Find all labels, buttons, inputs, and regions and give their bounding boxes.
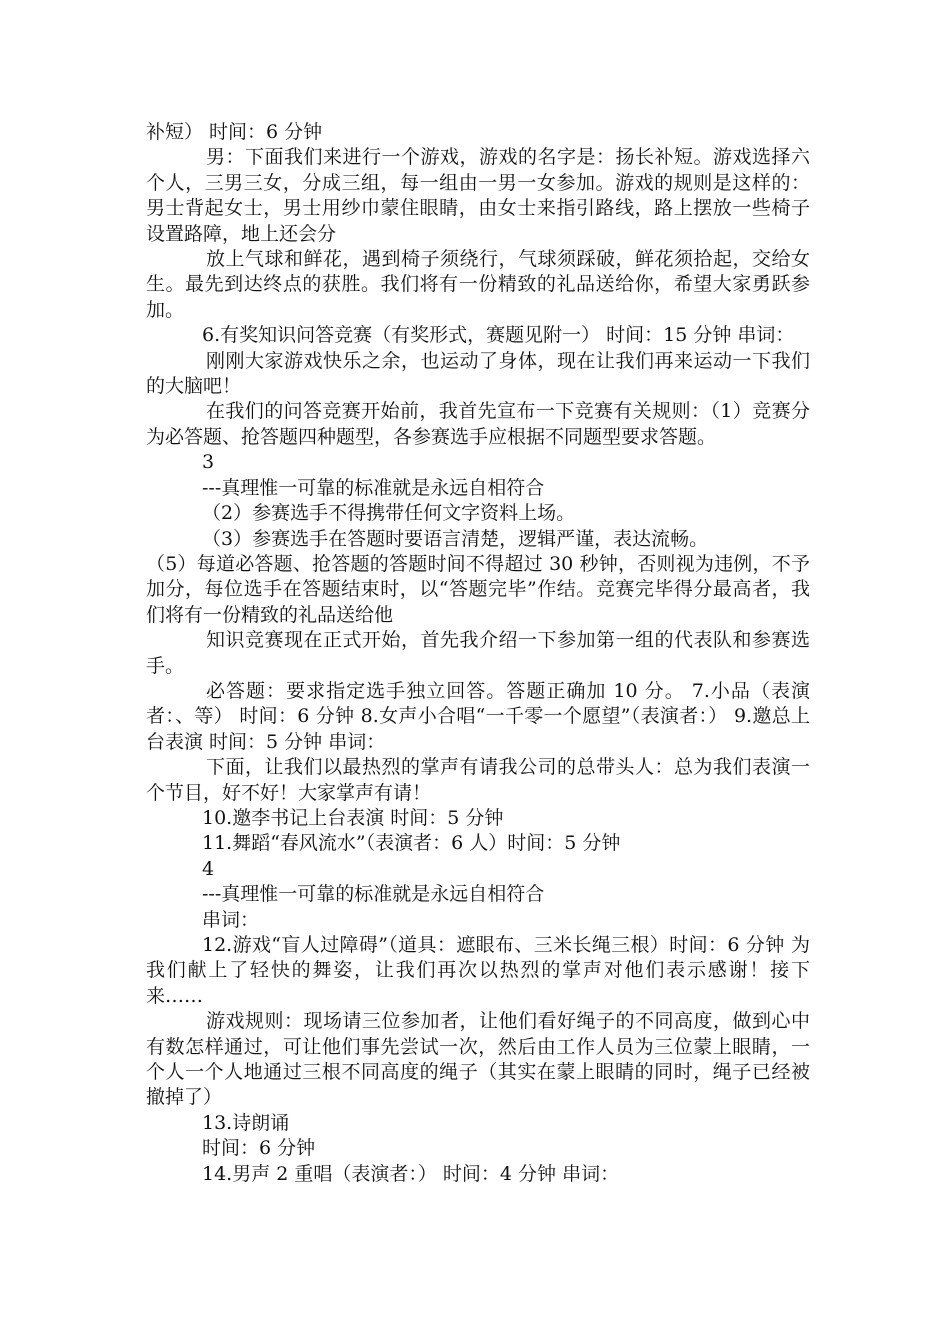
paragraph-item-13: 13.诗朗诵: [202, 1111, 290, 1134]
paragraph-item-14: 14.男声 2 重唱（表演者：） 时间：4 分钟 串词：: [202, 1162, 620, 1185]
paragraph-rule-5: （5）每道必答题、抢答题的答题时间不得超过 30 秒钟，否则视为违例，不予加分，每位选手在答题结束时，以“答题完毕”作结。竞赛完毕得分最高者，我们将有一份精致的礼品送给他: [146, 552, 810, 626]
paragraph-rule-3: （3）参赛选手在答题时要语言清楚，逻辑严谨，表达流畅。: [202, 527, 709, 550]
paragraph-boss-invite: 下面，让我们以最热烈的掌声有请我公司的总带头人：总为我们表演一个节目，好不好！大家掌声有请！: [146, 756, 810, 804]
paragraph-script-label: 串词：: [202, 908, 260, 931]
document-body: [146, 120, 810, 1187]
paragraph-blind-game-rules: 游戏规则：现场请三位参加者，让他们看好绳子的不同高度，做到心中有数怎样通过，可让他们事先尝试一次，然后由工作人员为三位蒙上眼睛，一个人一个人地通过三根不同高度的绳子（其实在蒙上眼睛的同时，绳子已经被撤掉了）: [146, 1010, 810, 1109]
paragraph-rule-2: （2）参赛选手不得携带任何文字资料上场。: [202, 502, 576, 525]
paragraph-item-12: 12.游戏“盲人过障碍”（道具：遮眼布、三米长绳三根）时间：6 分钟 为我们献上了轻快的舞姿，让我们再次以热烈的掌声对他们表示感谢！接下来……: [146, 934, 810, 1007]
paragraph-required-questions: 必答题：要求指定选手独立回答。答题正确加 10 分。 7.小品（表演者：、等） 时间：6 分钟 8.女声小合唱“一千零一个愿望”（表演者：） 9.邀总上台表演 时间：5 分钟 串词：: [146, 679, 810, 753]
footer-quote: ---真理惟一可靠的标准就是永远自相符合: [202, 883, 545, 906]
paragraph-time-note: 补短） 时间：6 分钟: [146, 121, 323, 143]
page-number: 3: [202, 451, 215, 474]
paragraph-game-rules: 放上气球和鲜花，遇到椅子须绕行，气球须踩破，鲜花须拾起，交给女生。最先到达终点的获胜。我们将有一份精致的礼品送给你，希望大家勇跃参加。: [146, 248, 810, 321]
paragraph-item-13-time: 时间：6 分钟: [202, 1137, 316, 1160]
footer-quote: ---真理惟一可靠的标准就是永远自相符合: [202, 476, 545, 499]
paragraph-item-10: 10.邀李书记上台表演 时间：5 分钟: [202, 806, 504, 829]
paragraph-game-intro: 男：下面我们来进行一个游戏，游戏的名字是：扬长补短。游戏选择六个人，三男三女，分成三组，每一组由一男一女参加。游戏的规则是这样的：男士背起女士，男士用纱巾蒙住眼睛，由女士来指引路线，路上摆放一些椅子设置路障，地上还会分: [146, 146, 810, 245]
page-number: 4: [202, 857, 215, 880]
paragraph-quiz-lead: 刚刚大家游戏快乐之余，也运动了身体，现在让我们再来运动一下我们的大脑吧！: [146, 349, 810, 398]
paragraph-quiz-start: 知识竞赛现在正式开始，首先我介绍一下参加第一组的代表队和参赛选手。: [146, 629, 810, 677]
paragraph-quiz-rules: 在我们的问答竞赛开始前，我首先宣布一下竞赛有关规则：（1）竞赛分为必答题、抢答题四种题型，各参赛选手应根据不同题型要求答题。: [146, 400, 810, 448]
paragraph-item-6: 6.有奖知识问答竞赛（有奖形式，赛题见附一） 时间：15 分钟 串词：: [202, 324, 795, 347]
paragraph-item-11: 11.舞蹈“春风流水”（表演者：6 人）时间：5 分钟: [202, 832, 621, 855]
